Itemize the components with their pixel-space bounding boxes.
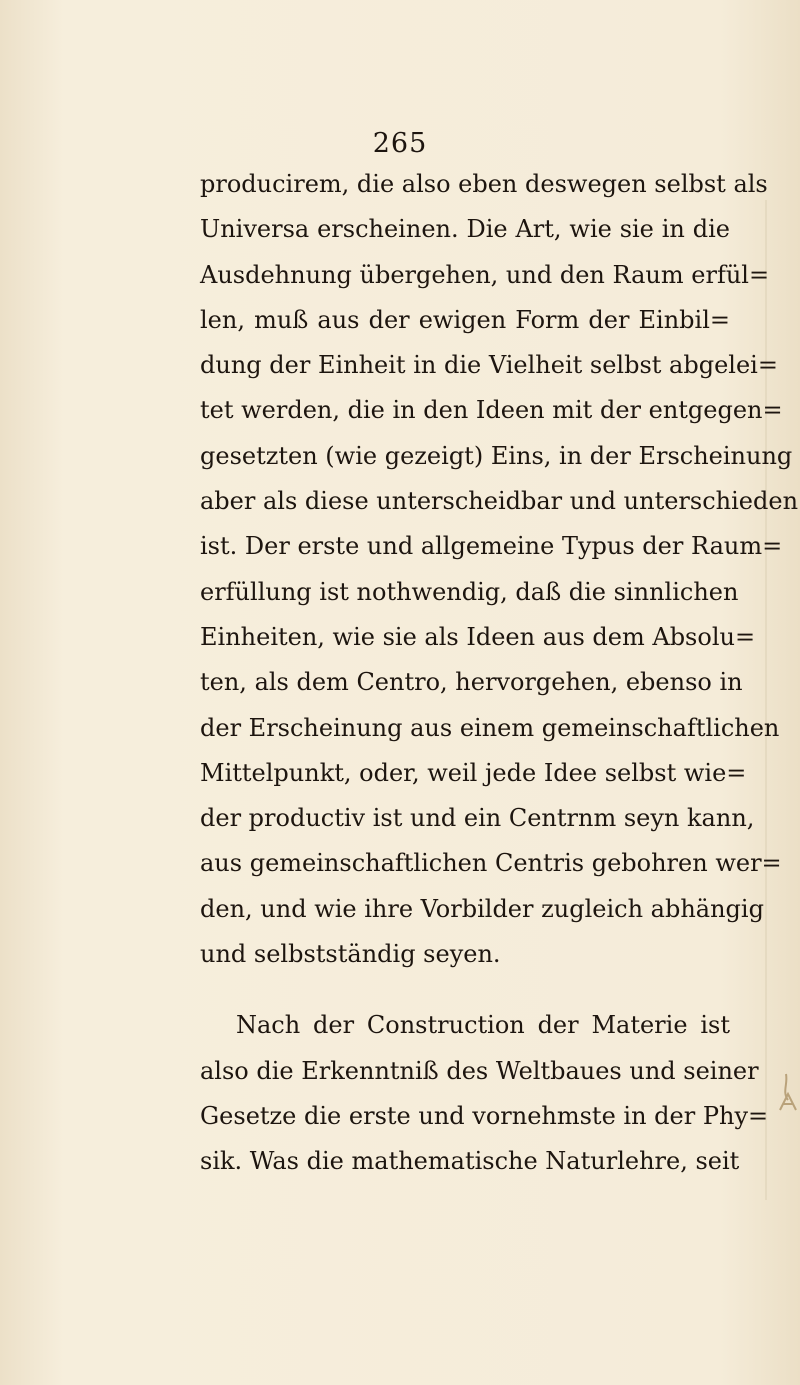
- text-line: den, und wie ihre Vorbilder zugleich abhängig: [200, 894, 764, 923]
- text-line: producirem, die also eben deswegen selbst als: [200, 170, 768, 198]
- text-line: aber als diese unterscheidbar und unterschieden: [200, 487, 799, 516]
- page-crease: [765, 200, 767, 1200]
- text-line: ist. Der erste und allgemeine Typus der Raum=: [200, 532, 783, 561]
- text-line: Gesetze die erste und vornehmste in der Phy=: [200, 1101, 769, 1130]
- text-line: erfüllung ist nothwendig, daß die sinnlichen: [200, 577, 739, 606]
- text-line: Universa erscheinen. Die Art, wie sie in die: [200, 215, 730, 244]
- text-line: der Erscheinung aus einem gemeinschaftlichen: [200, 713, 780, 742]
- text-line: gesetzten (wie gezeigt) Eins, in der Erscheinung: [200, 441, 793, 470]
- text-line: also die Erkenntniß des Weltbaues und seiner: [200, 1056, 759, 1085]
- text-line: sik. Was die mathematische Naturlehre, seit: [200, 1147, 740, 1176]
- text-line: tet werden, die in den Ideen mit der entgegen=: [200, 396, 783, 425]
- text-line: aus gemeinschaftlichen Centris gebohren wer=: [200, 849, 782, 878]
- body-text: [200, 162, 799, 1185]
- text-line: len, muß aus der ewigen Form der Einbil=: [200, 305, 730, 334]
- margin-mark-icon: [776, 1070, 800, 1130]
- text-line: Ausdehnung übergehen, und den Raum erfül=: [200, 260, 770, 289]
- text-line: Mittelpunkt, oder, weil jede Idee selbst wie=: [200, 758, 747, 787]
- text-line: der productiv ist und ein Centrnm seyn kann,: [200, 804, 755, 833]
- page-number: 265: [372, 128, 428, 159]
- text-line: dung der Einheit in die Vielheit selbst abgelei=: [200, 351, 778, 380]
- paragraph-1: [200, 162, 799, 977]
- paragraph-2: [200, 1003, 769, 1184]
- text-line: Nach der Construction der Materie ist: [236, 1011, 730, 1040]
- text-line: und selbstständig seyen.: [200, 940, 501, 969]
- text-line: ten, als dem Centro, hervorgehen, ebenso in: [200, 668, 743, 697]
- text-line: Einheiten, wie sie als Ideen aus dem Absolu=: [200, 622, 756, 651]
